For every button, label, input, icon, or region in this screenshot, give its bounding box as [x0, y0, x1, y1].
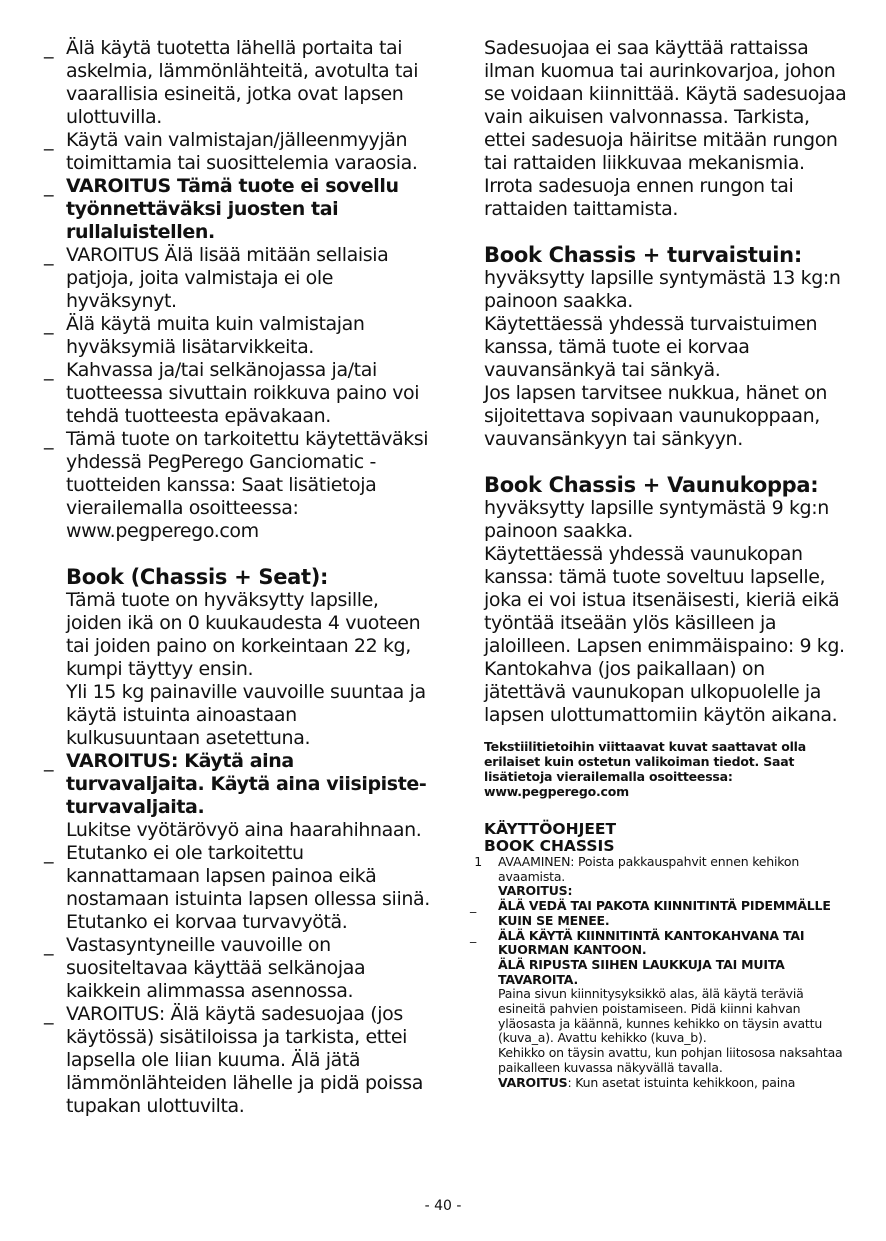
- bullet-dash: _: [44, 244, 54, 266]
- bullet-dash: _: [44, 37, 54, 59]
- list-item-text: Älä käytä tuotetta lähellä portaita tai askelmia, lämmönlähteitä, avotulta tai vaarallisia esineitä, jotka ovat lapsen ulottuvilla.: [66, 37, 419, 128]
- step-number: 1: [474, 854, 482, 869]
- list-item-text: Käytä vain valmistajan/jälleenmyyjän toimittamia tai suosittelemia varaosia.: [66, 129, 418, 174]
- instruction-text: : Kun asetat istuinta kehikkoon, paina: [567, 1074, 796, 1090]
- warning-item: [470, 927, 848, 958]
- seat-paragraph: Yli 15 kg painaville vauvoille suuntaa ja käytä istuinta ainoastaan kulkusuuntaan asetettuna.: [66, 681, 426, 749]
- bullet-dash: _: [44, 313, 54, 335]
- warning-label: VAROITUS:: [498, 883, 573, 899]
- list-item-text: Kahvassa ja/tai selkänojassa ja/tai tuotteessa sivuttain roikkuva paino voi tehdä tuotteesta epävakaan.: [66, 359, 420, 427]
- instruction-paragraph: Paina sivun kiinnitysyksikkö alas, älä käytä teräviä esineitä pahvien poistamiseen. Pidä kiinni kahvan yläosasta ja käännä, kunnes kehikko on täysin avattu (kuva_a). Avattu kehikko (kuva_b).: [498, 986, 823, 1046]
- list-item-text: Etutanko ei ole tarkoitettu kannattamaan lapsen painoa eikä nostamaan istuinta lapsen ollessa siinä. Etutanko ei korvaa turvavyötä.: [66, 842, 430, 933]
- textile-note: Tekstiilitietoihin viittaavat kuvat saattavat olla erilaiset kuin ostetun valikoiman tiedot. Saat lisätietoja vierailemalla osoitteessa: www.pegperego.com: [484, 739, 807, 799]
- left-column: [44, 37, 430, 1118]
- warning-text: ÄLÄ RIPUSTA SIIHEN LAUKKUJA TAI MUITA TAVAROITA.: [498, 956, 785, 987]
- carrycot-paragraph: hyväksytty lapsille syntymästä 9 kg:n painoon saakka.: [484, 497, 829, 542]
- carrycot-paragraph: Käytettäessä yhdessä vaunukopan kanssa: tämä tuote soveltuu lapselle, joka ei voi istua itsenäisesti, kieriä eikä työntää itseään ylös käsilleen ja jaloilleen. Lapsen enimmäispaino: 9 kg.: [484, 543, 845, 657]
- list-item: [44, 359, 430, 428]
- warning-text: ÄLÄ VEDÄ TAI PAKOTA KIINNITINTÄ PIDEMMÄLLE KUIN SE MENEE.: [498, 898, 831, 928]
- list-item: [44, 428, 430, 543]
- list-item-text: VAROITUS Älä lisää mitään sellaisia patjoja, joita valmistaja ei ole hyväksynyt.: [66, 244, 389, 312]
- bullet-dash: _: [470, 927, 477, 943]
- list-item-text: Tämä tuote on tarkoitettu käytettäväksi yhdessä PegPerego Ganciomatic -tuotteiden kanssa: Saat lisätietoja vierailemalla osoitteessa: www.pegperego.com: [66, 428, 429, 542]
- page-number: - 40 -: [424, 1198, 462, 1214]
- instructions-title: KÄYTTÖOHJEET: [484, 820, 617, 838]
- step-item: [474, 854, 848, 884]
- carseat-paragraph: Käytettäessä yhdessä turvaistuimen kanssa, tämä tuote ei korvaa vauvansänkyä tai sänkyä.: [484, 313, 818, 381]
- bullet-dash: _: [44, 750, 54, 772]
- list-item-warning: [44, 175, 430, 244]
- list-item-warning: [44, 750, 430, 842]
- bullet-dash: _: [44, 175, 54, 197]
- bullet-dash: _: [470, 898, 477, 914]
- list-item-text: Älä käytä muita kuin valmistajan hyväksymiä lisätarvikkeita.: [66, 313, 365, 358]
- instruction-paragraph: [484, 1076, 848, 1091]
- section-title-carseat: Book Chassis + turvaistuin:: [484, 243, 802, 267]
- warning-label: VAROITUS: [498, 1074, 568, 1090]
- carseat-paragraph: Jos lapsen tarvitsee nukkua, hänet on sijoitettava sopivaan vaunukoppaan, vauvansänkyyn tai sänkyyn.: [484, 382, 828, 450]
- seat-paragraph: Tämä tuote on hyväksytty lapsille, joiden ikä on 0 kuukaudesta 4 vuoteen tai joiden paino on korkeintaan 22 kg, kumpi täyttyy ensin.: [66, 589, 421, 680]
- list-item: [44, 244, 430, 313]
- list-item: [44, 129, 430, 175]
- warning-item: [470, 898, 848, 928]
- instruction-paragraph: Kehikko on täysin avattu, kun pohjan liitososa naksahtaa paikalleen kuvassa näkyvällä tavalla.: [498, 1045, 843, 1075]
- warning-text: ÄLÄ KÄYTÄ KIINNITINTÄ KANTOKAHVANA TAI KUORMAN KANTOON.: [498, 927, 805, 958]
- section-title-carrycot: Book Chassis + Vaunukoppa:: [484, 473, 819, 497]
- step-text: AVAAMINEN: Poista pakkauspahvit ennen kehikon avaamista.: [498, 854, 800, 884]
- list-item-text: Lukitse vyötärövyö aina haarahihnaan.: [66, 819, 422, 841]
- bullet-dash: _: [44, 842, 54, 864]
- bullet-dash: _: [44, 428, 54, 450]
- list-item-text: VAROITUS Tämä tuote ei sovellu työnnettäväksi juosten tai rullaluistellen.: [66, 175, 399, 243]
- instructions-subtitle: BOOK CHASSIS: [484, 837, 615, 855]
- list-item: [44, 1003, 430, 1118]
- list-item: [44, 37, 430, 129]
- carseat-paragraph: hyväksytty lapsille syntymästä 13 kg:n painoon saakka.: [484, 267, 841, 312]
- carrycot-paragraph: Kantokahva (jos paikallaan) on jätettävä vaunukopan ulkopuolelle ja lapsen ulottumattomiin käytön aikana.: [484, 658, 838, 726]
- bullet-dash: _: [44, 359, 54, 381]
- section-title-seat: Book (Chassis + Seat):: [66, 565, 329, 589]
- rain-cover-paragraph: Sadesuojaa ei saa käyttää rattaissa ilman kuomua tai aurinkovarjoa, johon se voidaan kiinnittää. Käytä sadesuojaa vain aikuisen valvonnassa. Tarkista, ettei sadesuoja häiritse mitään rungon tai rattaiden liikkuvaa mekanismia. Irrota sadesuoja ennen rungon tai rattaiden taittamista.: [484, 37, 847, 220]
- bullet-dash: _: [44, 934, 54, 956]
- list-item: [44, 842, 430, 934]
- bullet-dash: _: [44, 129, 54, 151]
- list-item: [44, 313, 430, 359]
- list-item-text: Vastasyntyneille vauvoille on suositeltavaa käyttää selkänojaa kaikkein alimmassa asennossa.: [66, 934, 366, 1002]
- bullet-dash: _: [44, 1003, 54, 1025]
- right-column: [470, 37, 848, 1090]
- list-item-text: VAROITUS: Älä käytä sadesuojaa (jos käytössä) sisätiloissa ja tarkista, ettei lapsella ole liian kuuma. Älä jätä lämmönlähteiden lähelle ja pidä poissa tupakan ulottuvilta.: [66, 1003, 424, 1117]
- warning-text: VAROITUS: Käytä aina turvavaljaita. Käytä aina viisipiste-turvavaljaita.: [66, 750, 427, 818]
- list-item: [44, 934, 430, 1003]
